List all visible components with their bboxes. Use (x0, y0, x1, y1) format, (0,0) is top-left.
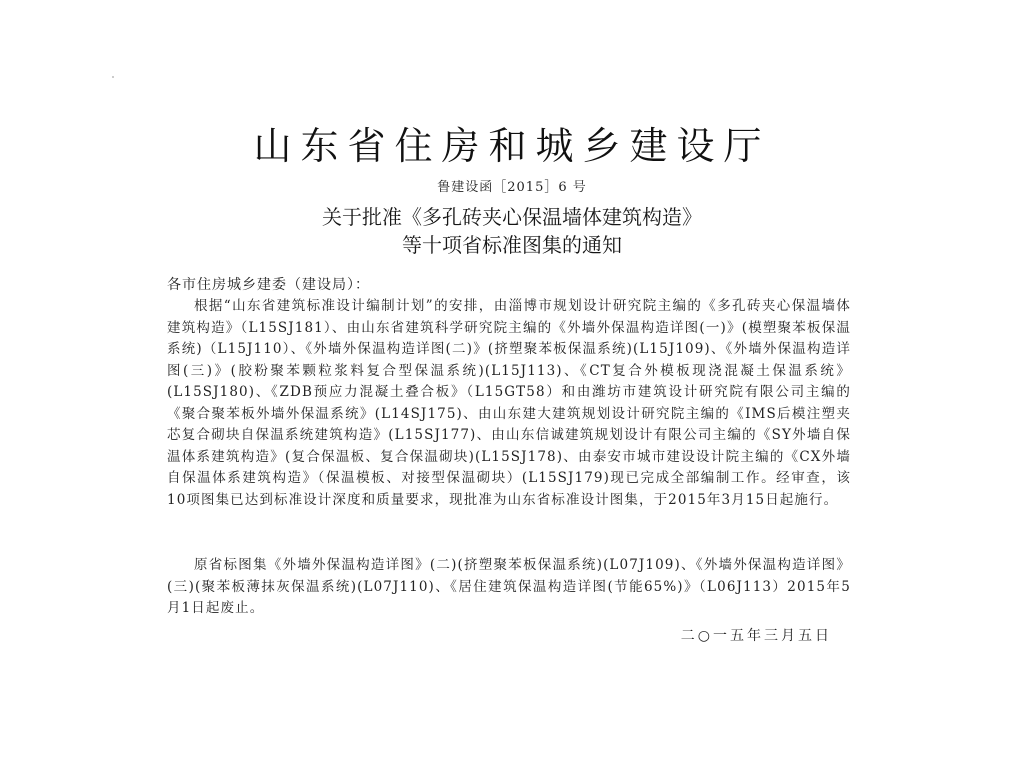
issue-date: 二○一五年三月五日 (680, 628, 832, 644)
body-paragraph-2: 原省标图集《外墙外保温构造详图》(二)(挤塑聚苯板保温系统)(L07J109)、《外墙外保温构造详图》(三)(聚苯板薄抹灰保温系统)(L07J110)、《居住建筑保温构造详图(节能65%)》（L06J113）2015年5月1日起废止。 (167, 557, 851, 616)
subject-line-1: 关于批准《多孔砖夹心保温墙体建筑构造》 (322, 205, 702, 229)
notice-subject (0, 203, 1024, 259)
document-number: 鲁建设函［2015］6 号 (437, 180, 587, 195)
salutation: 各市住房城乡建委（建设局）： (167, 277, 370, 293)
issuing-authority-title: 山东省住房和城乡建设厅 (253, 124, 771, 168)
subject-line-2: 等十项省标准图集的通知 (402, 233, 622, 257)
scan-speck (112, 76, 114, 78)
body-paragraph-1: 根据“山东省建筑标准设计编制计划”的安排，由淄博市规划设计研究院主编的《多孔砖夹心保温墙体建筑构造》（L15SJ181）、由山东省建筑科学研究院主编的《外墙外保温构造详图(一)》(模塑聚苯板保温系统)（L15J110）、《外墙外保温构造详图(二)》(挤塑聚苯板保温系统)(L15J109)、《外墙外保温构造详图(三)》(胶粉聚苯颗粒浆料复合型保温系统)(L15J113)、《CT复合外模板现浇混凝土保温系统》(L15SJ180)、《ZDB预应力混凝土叠合板》（L15GT58）和由潍坊市建筑设计研究院有限公司主编的《聚合聚苯板外墙外保温系统》(L14SJ175)、由山东建大建筑规划设计研究院主编的《IMS后模注塑夹芯复合砌块自保温系统建筑构造》(L15SJ177)、由山东信诚建筑规划设计有限公司主编的《SY外墙自保温体系建筑构造》(复合保温板、复合保温砌块)(L15SJ178)、由泰安市城市建设设计院主编的《CX外墙自保温体系建筑构造》（保温模板、对接型保温砌块）(L15SJ179)现已完成全部编制工作。经审查，该10项图集已达到标准设计深度和质量要求，现批准为山东省标准设计图集，于2015年3月15日起施行。 (167, 298, 851, 508)
